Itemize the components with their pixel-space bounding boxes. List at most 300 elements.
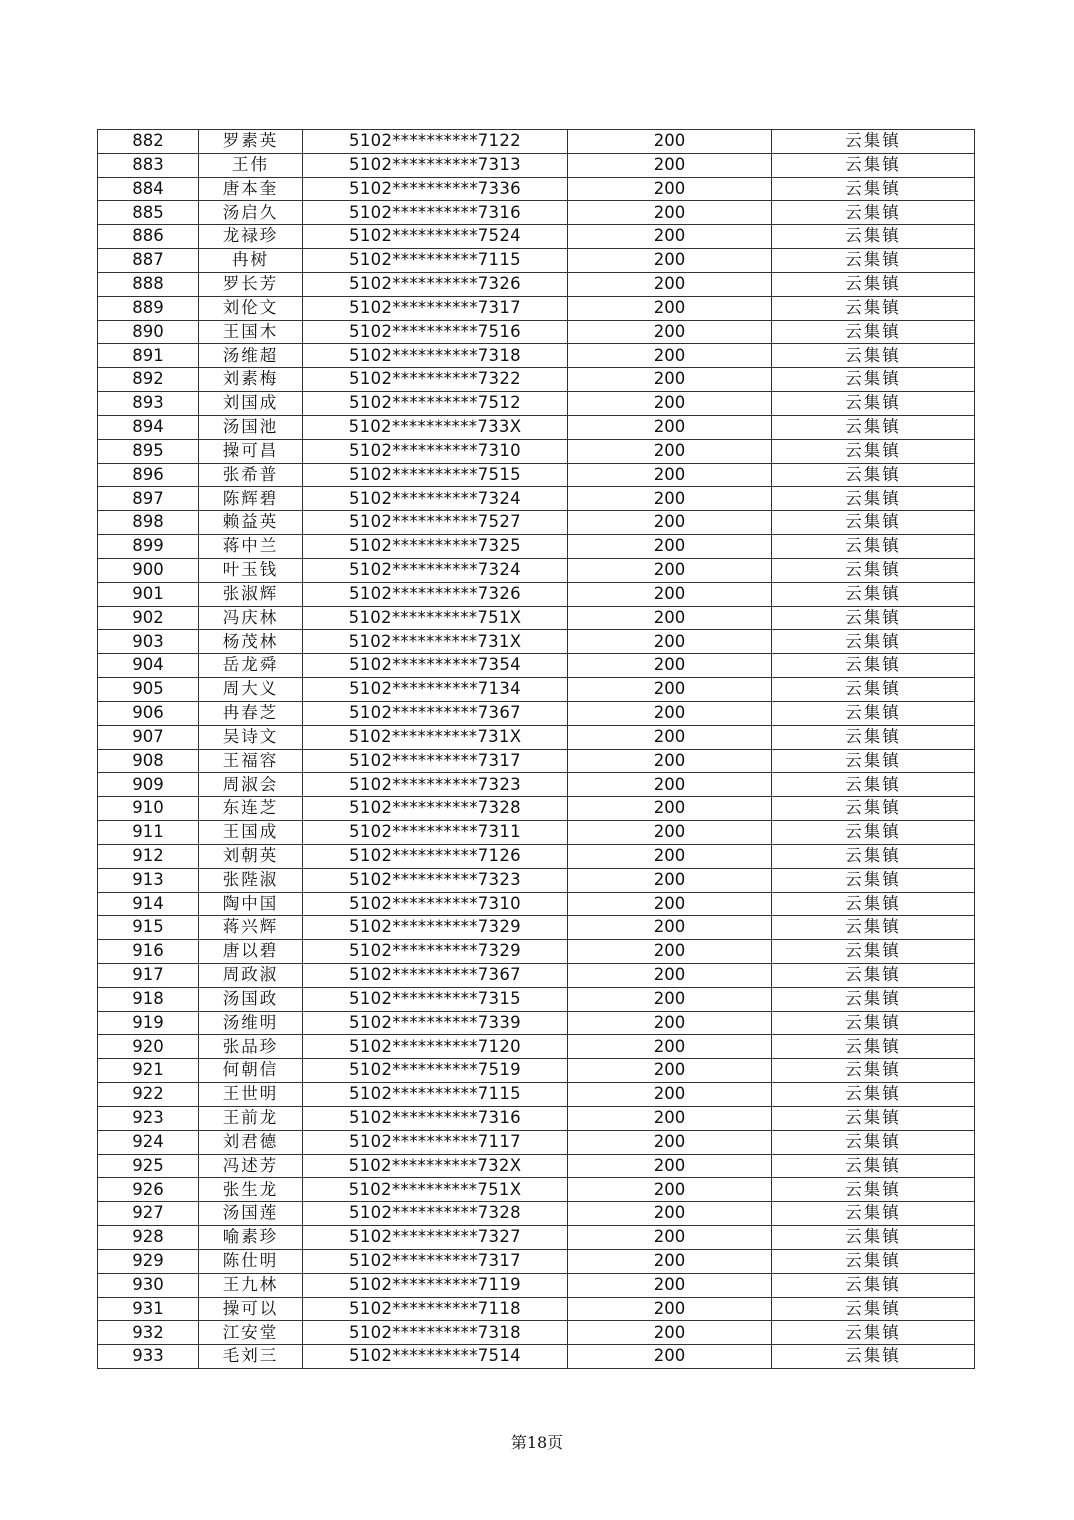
table-row — [98, 654, 975, 678]
town-cell: 云集镇 — [772, 1273, 975, 1297]
name-cell: 毛刘三 — [199, 1345, 303, 1369]
serial-number-cell: 914 — [98, 892, 199, 916]
name-cell: 张陛淑 — [199, 868, 303, 892]
amount-cell: 200 — [568, 821, 772, 845]
name-cell: 蒋兴辉 — [199, 916, 303, 940]
town-cell: 云集镇 — [772, 1035, 975, 1059]
name-cell: 王前龙 — [199, 1106, 303, 1130]
id-number-cell: 5102**********7328 — [303, 1202, 568, 1226]
amount-cell: 200 — [568, 1130, 772, 1154]
name-cell: 周大义 — [199, 678, 303, 702]
serial-number-cell: 916 — [98, 940, 199, 964]
town-cell: 云集镇 — [772, 1011, 975, 1035]
table-row — [98, 1202, 975, 1226]
town-cell: 云集镇 — [772, 582, 975, 606]
amount-cell: 200 — [568, 1321, 772, 1345]
town-cell: 云集镇 — [772, 916, 975, 940]
amount-cell: 200 — [568, 630, 772, 654]
name-cell: 刘素梅 — [199, 368, 303, 392]
id-number-cell: 5102**********7317 — [303, 1249, 568, 1273]
table-row — [98, 344, 975, 368]
town-cell: 云集镇 — [772, 1202, 975, 1226]
id-number-cell: 5102**********7323 — [303, 868, 568, 892]
town-cell: 云集镇 — [772, 1106, 975, 1130]
id-number-cell: 5102**********7316 — [303, 1106, 568, 1130]
id-number-cell: 5102**********732X — [303, 1154, 568, 1178]
id-number-cell: 5102**********7118 — [303, 1297, 568, 1321]
table-row — [98, 892, 975, 916]
serial-number-cell: 883 — [98, 153, 199, 177]
town-cell: 云集镇 — [772, 1321, 975, 1345]
serial-number-cell: 903 — [98, 630, 199, 654]
name-cell: 汤国莲 — [199, 1202, 303, 1226]
table-row — [98, 963, 975, 987]
town-cell: 云集镇 — [772, 797, 975, 821]
name-cell: 汤国池 — [199, 415, 303, 439]
amount-cell: 200 — [568, 1178, 772, 1202]
table-row — [98, 392, 975, 416]
id-number-cell: 5102**********731X — [303, 630, 568, 654]
town-cell: 云集镇 — [772, 1130, 975, 1154]
amount-cell: 200 — [568, 582, 772, 606]
table-row — [98, 1249, 975, 1273]
town-cell: 云集镇 — [772, 177, 975, 201]
table-row — [98, 868, 975, 892]
amount-cell: 200 — [568, 916, 772, 940]
town-cell: 云集镇 — [772, 1154, 975, 1178]
table-row — [98, 821, 975, 845]
table-row — [98, 844, 975, 868]
town-cell: 云集镇 — [772, 344, 975, 368]
town-cell: 云集镇 — [772, 368, 975, 392]
table-row — [98, 1106, 975, 1130]
serial-number-cell: 890 — [98, 320, 199, 344]
id-number-cell: 5102**********7115 — [303, 1083, 568, 1107]
serial-number-cell: 929 — [98, 1249, 199, 1273]
amount-cell: 200 — [568, 463, 772, 487]
town-cell: 云集镇 — [772, 749, 975, 773]
name-cell: 冉春芝 — [199, 701, 303, 725]
name-cell: 陶中国 — [199, 892, 303, 916]
amount-cell: 200 — [568, 1083, 772, 1107]
amount-cell: 200 — [568, 558, 772, 582]
name-cell: 操可以 — [199, 1297, 303, 1321]
id-number-cell: 5102**********7367 — [303, 963, 568, 987]
table-row — [98, 701, 975, 725]
id-number-cell: 5102**********7354 — [303, 654, 568, 678]
amount-cell: 200 — [568, 296, 772, 320]
id-number-cell: 5102**********7126 — [303, 844, 568, 868]
serial-number-cell: 896 — [98, 463, 199, 487]
id-number-cell: 5102**********7119 — [303, 1273, 568, 1297]
table-row — [98, 296, 975, 320]
serial-number-cell: 921 — [98, 1059, 199, 1083]
id-number-cell: 5102**********7329 — [303, 940, 568, 964]
id-number-cell: 5102**********7524 — [303, 225, 568, 249]
id-number-cell: 5102**********7317 — [303, 749, 568, 773]
amount-cell: 200 — [568, 1106, 772, 1130]
amount-cell: 200 — [568, 654, 772, 678]
name-cell: 汤维超 — [199, 344, 303, 368]
table-row — [98, 153, 975, 177]
serial-number-cell: 888 — [98, 272, 199, 296]
serial-number-cell: 902 — [98, 606, 199, 630]
serial-number-cell: 925 — [98, 1154, 199, 1178]
table-row — [98, 225, 975, 249]
amount-cell: 200 — [568, 773, 772, 797]
table-body — [98, 130, 975, 1369]
name-cell: 王九林 — [199, 1273, 303, 1297]
town-cell: 云集镇 — [772, 892, 975, 916]
amount-cell: 200 — [568, 1059, 772, 1083]
town-cell: 云集镇 — [772, 130, 975, 154]
town-cell: 云集镇 — [772, 773, 975, 797]
name-cell: 罗素英 — [199, 130, 303, 154]
table-row — [98, 415, 975, 439]
amount-cell: 200 — [568, 130, 772, 154]
serial-number-cell: 915 — [98, 916, 199, 940]
amount-cell: 200 — [568, 153, 772, 177]
name-cell: 张品珍 — [199, 1035, 303, 1059]
id-number-cell: 5102**********731X — [303, 725, 568, 749]
table-row — [98, 606, 975, 630]
town-cell: 云集镇 — [772, 201, 975, 225]
table-row — [98, 1178, 975, 1202]
amount-cell: 200 — [568, 1035, 772, 1059]
amount-cell: 200 — [568, 439, 772, 463]
serial-number-cell: 924 — [98, 1130, 199, 1154]
serial-number-cell: 889 — [98, 296, 199, 320]
id-number-cell: 5102**********7515 — [303, 463, 568, 487]
name-cell: 冯庆林 — [199, 606, 303, 630]
serial-number-cell: 908 — [98, 749, 199, 773]
name-cell: 唐以碧 — [199, 940, 303, 964]
name-cell: 陈仕明 — [199, 1249, 303, 1273]
serial-number-cell: 909 — [98, 773, 199, 797]
table-row — [98, 1011, 975, 1035]
serial-number-cell: 910 — [98, 797, 199, 821]
serial-number-cell: 906 — [98, 701, 199, 725]
serial-number-cell: 892 — [98, 368, 199, 392]
town-cell: 云集镇 — [772, 153, 975, 177]
name-cell: 汤启久 — [199, 201, 303, 225]
name-cell: 王伟 — [199, 153, 303, 177]
amount-cell: 200 — [568, 392, 772, 416]
amount-cell: 200 — [568, 678, 772, 702]
id-number-cell: 5102**********7134 — [303, 678, 568, 702]
id-number-cell: 5102**********7329 — [303, 916, 568, 940]
town-cell: 云集镇 — [772, 725, 975, 749]
amount-cell: 200 — [568, 201, 772, 225]
table-row — [98, 773, 975, 797]
name-cell: 吴诗文 — [199, 725, 303, 749]
id-number-cell: 5102**********7527 — [303, 511, 568, 535]
id-number-cell: 5102**********7336 — [303, 177, 568, 201]
serial-number-cell: 920 — [98, 1035, 199, 1059]
name-cell: 王世明 — [199, 1083, 303, 1107]
name-cell: 岳龙舜 — [199, 654, 303, 678]
name-cell: 唐本奎 — [199, 177, 303, 201]
amount-cell: 200 — [568, 1226, 772, 1250]
name-cell: 王福容 — [199, 749, 303, 773]
table-row — [98, 177, 975, 201]
table-row — [98, 249, 975, 273]
serial-number-cell: 923 — [98, 1106, 199, 1130]
table-row — [98, 487, 975, 511]
id-number-cell: 5102**********7315 — [303, 987, 568, 1011]
amount-cell: 200 — [568, 1297, 772, 1321]
serial-number-cell: 933 — [98, 1345, 199, 1369]
name-cell: 叶玉钱 — [199, 558, 303, 582]
serial-number-cell: 926 — [98, 1178, 199, 1202]
amount-cell: 200 — [568, 725, 772, 749]
name-cell: 刘朝英 — [199, 844, 303, 868]
town-cell: 云集镇 — [772, 439, 975, 463]
table-row — [98, 1059, 975, 1083]
id-number-cell: 5102**********7322 — [303, 368, 568, 392]
serial-number-cell: 891 — [98, 344, 199, 368]
table-row — [98, 439, 975, 463]
id-number-cell: 5102**********7311 — [303, 821, 568, 845]
name-cell: 周政淑 — [199, 963, 303, 987]
table-row — [98, 272, 975, 296]
name-cell: 蒋中兰 — [199, 535, 303, 559]
id-number-cell: 5102**********7328 — [303, 797, 568, 821]
id-number-cell: 5102**********7514 — [303, 1345, 568, 1369]
amount-cell: 200 — [568, 868, 772, 892]
amount-cell: 200 — [568, 1345, 772, 1369]
table-row — [98, 511, 975, 535]
name-cell: 龙禄珍 — [199, 225, 303, 249]
table-row — [98, 582, 975, 606]
name-cell: 汤维明 — [199, 1011, 303, 1035]
name-cell: 张生龙 — [199, 1178, 303, 1202]
id-number-cell: 5102**********7324 — [303, 487, 568, 511]
id-number-cell: 5102**********7324 — [303, 558, 568, 582]
serial-number-cell: 886 — [98, 225, 199, 249]
name-cell: 罗长芳 — [199, 272, 303, 296]
page-number: 第18页 — [510, 1433, 564, 1452]
town-cell: 云集镇 — [772, 463, 975, 487]
name-cell: 冯述芳 — [199, 1154, 303, 1178]
town-cell: 云集镇 — [772, 1249, 975, 1273]
serial-number-cell: 913 — [98, 868, 199, 892]
table-row — [98, 1130, 975, 1154]
name-cell: 赖益英 — [199, 511, 303, 535]
town-cell: 云集镇 — [772, 963, 975, 987]
serial-number-cell: 887 — [98, 249, 199, 273]
amount-cell: 200 — [568, 272, 772, 296]
beneficiary-table — [97, 129, 975, 1369]
name-cell: 汤国政 — [199, 987, 303, 1011]
id-number-cell: 5102**********7327 — [303, 1226, 568, 1250]
town-cell: 云集镇 — [772, 1083, 975, 1107]
serial-number-cell: 893 — [98, 392, 199, 416]
name-cell: 周淑会 — [199, 773, 303, 797]
id-number-cell: 5102**********7117 — [303, 1130, 568, 1154]
town-cell: 云集镇 — [772, 844, 975, 868]
town-cell: 云集镇 — [772, 1345, 975, 1369]
id-number-cell: 5102**********7326 — [303, 582, 568, 606]
town-cell: 云集镇 — [772, 296, 975, 320]
id-number-cell: 5102**********7339 — [303, 1011, 568, 1035]
town-cell: 云集镇 — [772, 1226, 975, 1250]
amount-cell: 200 — [568, 368, 772, 392]
name-cell: 张淑辉 — [199, 582, 303, 606]
amount-cell: 200 — [568, 987, 772, 1011]
town-cell: 云集镇 — [772, 392, 975, 416]
name-cell: 杨茂林 — [199, 630, 303, 654]
town-cell: 云集镇 — [772, 225, 975, 249]
id-number-cell: 5102**********733X — [303, 415, 568, 439]
serial-number-cell: 922 — [98, 1083, 199, 1107]
serial-number-cell: 905 — [98, 678, 199, 702]
town-cell: 云集镇 — [772, 821, 975, 845]
amount-cell: 200 — [568, 487, 772, 511]
town-cell: 云集镇 — [772, 868, 975, 892]
serial-number-cell: 927 — [98, 1202, 199, 1226]
id-number-cell: 5102**********7317 — [303, 296, 568, 320]
table-row — [98, 1154, 975, 1178]
serial-number-cell: 917 — [98, 963, 199, 987]
table-row — [98, 1345, 975, 1369]
name-cell: 刘君德 — [199, 1130, 303, 1154]
serial-number-cell: 895 — [98, 439, 199, 463]
id-number-cell: 5102**********7120 — [303, 1035, 568, 1059]
name-cell: 何朝信 — [199, 1059, 303, 1083]
serial-number-cell: 894 — [98, 415, 199, 439]
id-number-cell: 5102**********7325 — [303, 535, 568, 559]
serial-number-cell: 932 — [98, 1321, 199, 1345]
table-row — [98, 1321, 975, 1345]
table-row — [98, 558, 975, 582]
serial-number-cell: 899 — [98, 535, 199, 559]
table-row — [98, 130, 975, 154]
town-cell: 云集镇 — [772, 1178, 975, 1202]
town-cell: 云集镇 — [772, 511, 975, 535]
id-number-cell: 5102**********7310 — [303, 439, 568, 463]
amount-cell: 200 — [568, 511, 772, 535]
serial-number-cell: 885 — [98, 201, 199, 225]
id-number-cell: 5102**********7367 — [303, 701, 568, 725]
table-row — [98, 678, 975, 702]
town-cell: 云集镇 — [772, 249, 975, 273]
id-number-cell: 5102**********7318 — [303, 1321, 568, 1345]
serial-number-cell: 931 — [98, 1297, 199, 1321]
table-row — [98, 630, 975, 654]
amount-cell: 200 — [568, 320, 772, 344]
table-row — [98, 368, 975, 392]
amount-cell: 200 — [568, 1011, 772, 1035]
table-row — [98, 797, 975, 821]
town-cell: 云集镇 — [772, 678, 975, 702]
table-row — [98, 463, 975, 487]
amount-cell: 200 — [568, 225, 772, 249]
id-number-cell: 5102**********7316 — [303, 201, 568, 225]
amount-cell: 200 — [568, 1273, 772, 1297]
table-row — [98, 1083, 975, 1107]
name-cell: 江安堂 — [199, 1321, 303, 1345]
name-cell: 冉树 — [199, 249, 303, 273]
serial-number-cell: 898 — [98, 511, 199, 535]
table-row — [98, 1273, 975, 1297]
id-number-cell: 5102**********7313 — [303, 153, 568, 177]
serial-number-cell: 907 — [98, 725, 199, 749]
table-row — [98, 725, 975, 749]
name-cell: 刘国成 — [199, 392, 303, 416]
id-number-cell: 5102**********7310 — [303, 892, 568, 916]
amount-cell: 200 — [568, 749, 772, 773]
name-cell: 操可昌 — [199, 439, 303, 463]
id-number-cell: 5102**********7326 — [303, 272, 568, 296]
name-cell: 王国木 — [199, 320, 303, 344]
town-cell: 云集镇 — [772, 558, 975, 582]
town-cell: 云集镇 — [772, 535, 975, 559]
amount-cell: 200 — [568, 1154, 772, 1178]
town-cell: 云集镇 — [772, 1297, 975, 1321]
town-cell: 云集镇 — [772, 487, 975, 511]
table-row — [98, 201, 975, 225]
id-number-cell: 5102**********751X — [303, 1178, 568, 1202]
id-number-cell: 5102**********7323 — [303, 773, 568, 797]
town-cell: 云集镇 — [772, 415, 975, 439]
serial-number-cell: 882 — [98, 130, 199, 154]
serial-number-cell: 911 — [98, 821, 199, 845]
amount-cell: 200 — [568, 940, 772, 964]
amount-cell: 200 — [568, 415, 772, 439]
id-number-cell: 5102**********7318 — [303, 344, 568, 368]
serial-number-cell: 928 — [98, 1226, 199, 1250]
id-number-cell: 5102**********7516 — [303, 320, 568, 344]
amount-cell: 200 — [568, 344, 772, 368]
table-row — [98, 916, 975, 940]
amount-cell: 200 — [568, 701, 772, 725]
table-row — [98, 535, 975, 559]
amount-cell: 200 — [568, 535, 772, 559]
town-cell: 云集镇 — [772, 320, 975, 344]
amount-cell: 200 — [568, 844, 772, 868]
id-number-cell: 5102**********751X — [303, 606, 568, 630]
table-row — [98, 749, 975, 773]
town-cell: 云集镇 — [772, 701, 975, 725]
name-cell: 喻素珍 — [199, 1226, 303, 1250]
name-cell: 王国成 — [199, 821, 303, 845]
serial-number-cell: 904 — [98, 654, 199, 678]
id-number-cell: 5102**********7512 — [303, 392, 568, 416]
amount-cell: 200 — [568, 249, 772, 273]
amount-cell: 200 — [568, 892, 772, 916]
town-cell: 云集镇 — [772, 987, 975, 1011]
serial-number-cell: 919 — [98, 1011, 199, 1035]
serial-number-cell: 930 — [98, 1273, 199, 1297]
amount-cell: 200 — [568, 797, 772, 821]
serial-number-cell: 897 — [98, 487, 199, 511]
amount-cell: 200 — [568, 177, 772, 201]
table-row — [98, 940, 975, 964]
town-cell: 云集镇 — [772, 606, 975, 630]
table-row — [98, 987, 975, 1011]
id-number-cell: 5102**********7122 — [303, 130, 568, 154]
table-row — [98, 1226, 975, 1250]
serial-number-cell: 900 — [98, 558, 199, 582]
name-cell: 张希普 — [199, 463, 303, 487]
town-cell: 云集镇 — [772, 630, 975, 654]
table-row — [98, 1297, 975, 1321]
name-cell: 陈辉碧 — [199, 487, 303, 511]
table-row — [98, 320, 975, 344]
id-number-cell: 5102**********7115 — [303, 249, 568, 273]
serial-number-cell: 918 — [98, 987, 199, 1011]
